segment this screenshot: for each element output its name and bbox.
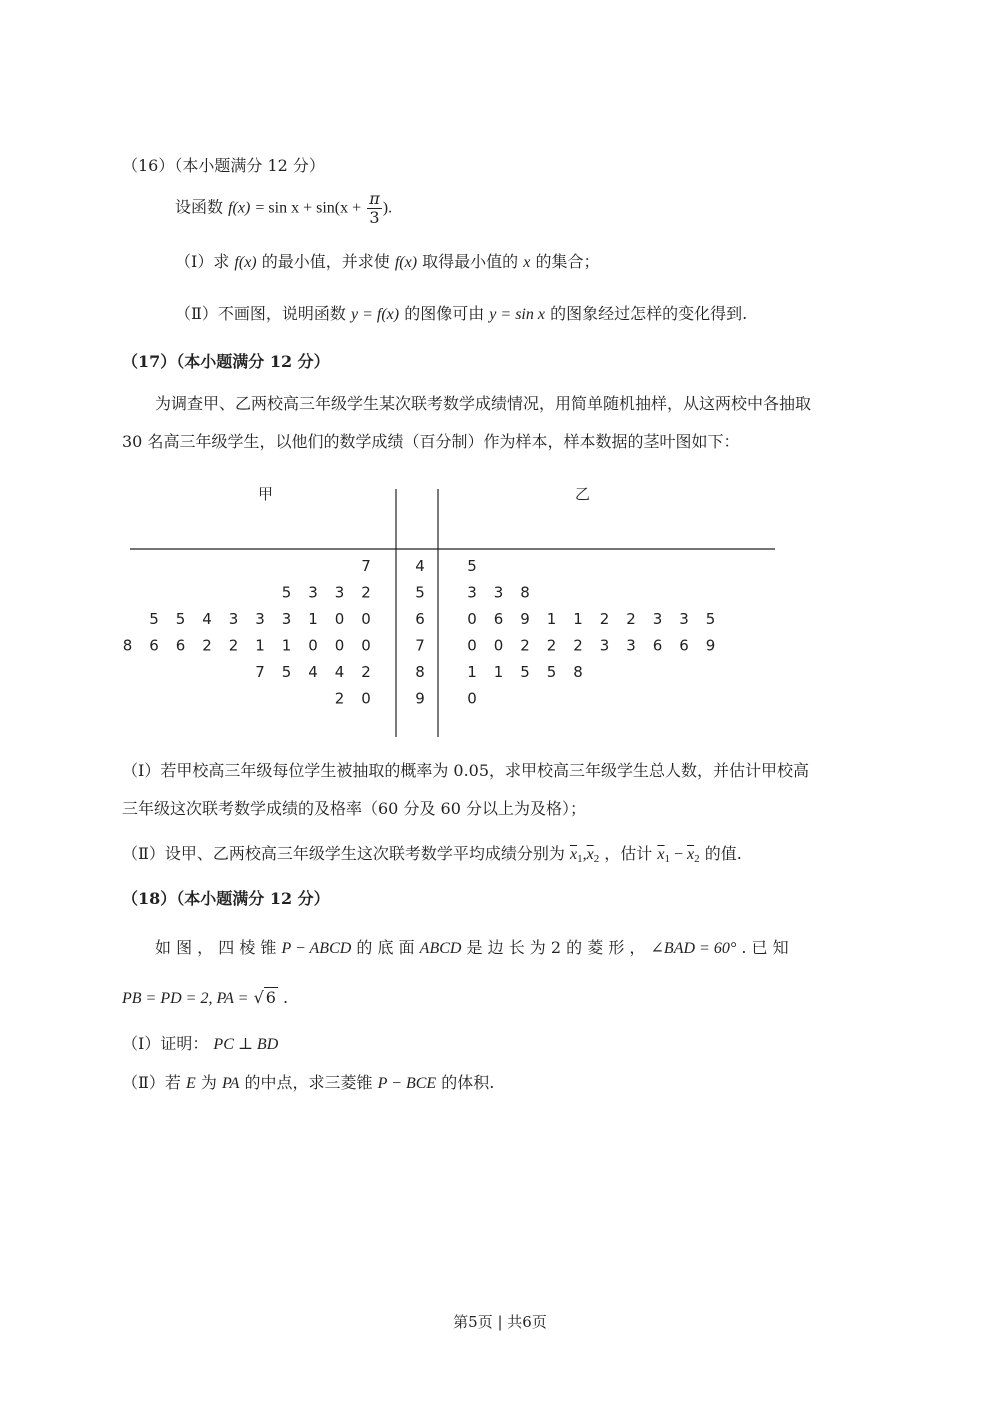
q18-p2-pyramid: P − BCE [377, 1075, 437, 1092]
leaf-left-7-7: 0 [308, 636, 318, 655]
q18-p1-math: PC ⊥ BD [213, 1036, 279, 1053]
leaf-right-8-3: 5 [546, 663, 557, 681]
leaf-right-6-4: 1 [573, 610, 583, 628]
q16-p2-text-a: （Ⅱ）不画图，说明函数 [175, 304, 346, 323]
q18-l1-text-b: 的 底 面 [356, 938, 415, 957]
leaf-right-8-0: 1 [467, 663, 477, 681]
q16-pi-over-3 [367, 190, 382, 226]
leaf-right-6-7: 3 [652, 610, 663, 628]
q17-part1-line2: 三年级这次联考数学成绩的及格率（60 分及 60 分以上为及格）； [122, 799, 586, 818]
q18-l1-text-a: 如 图 ， 四 棱 锥 [155, 938, 277, 957]
leaf-left-7-1: 6 [149, 636, 159, 655]
q18-l1-pyramid: P − ABCD [281, 940, 352, 957]
leaf-right-8-2: 5 [520, 663, 530, 681]
leaf-left-6-3: 3 [228, 610, 239, 628]
leaf-right-5-0: 3 [467, 583, 477, 602]
q16-three: 3 [369, 207, 380, 227]
q16-p1-text-d: 的集合； [535, 252, 600, 271]
leaf-right-6-6: 2 [626, 610, 636, 628]
leaf-left-7-0: 8 [122, 636, 133, 655]
leaf-right-6-2: 9 [520, 610, 530, 628]
leaf-right-7-8: 6 [679, 636, 689, 655]
leaf-right-6-5: 2 [599, 610, 610, 628]
leaf-left-9-0: 2 [334, 689, 345, 708]
q16-func-rhs: = sin x + sin(x + [255, 199, 362, 217]
leaf-right-5-1: 3 [493, 583, 504, 602]
q18-p2-text-c: 的中点，求三菱锥 [244, 1073, 373, 1092]
q16-p2-y2: y = sin x [489, 306, 545, 323]
q18-p2-text-a: （Ⅱ）若 [122, 1073, 181, 1092]
q18-header: （18）（本小题满分 12 分） [122, 889, 330, 908]
q18-p2-text-b: 为 [200, 1073, 217, 1092]
leaf-right-7-4: 2 [573, 636, 583, 655]
q16-pi: π [369, 189, 380, 208]
q18-line1 [155, 940, 789, 957]
stem-5: 5 [415, 583, 425, 602]
q18-part1 [122, 1036, 278, 1053]
stem-9: 9 [415, 689, 425, 708]
q17-intro-1: 为调查甲、乙两校高三年级学生某次联考数学成绩情况，用简单随机抽样，从这两校中各抽取 [155, 394, 812, 413]
leaf-left-5-2: 3 [334, 583, 345, 602]
q16-part1 [175, 254, 599, 271]
leaf-left-6-2: 4 [202, 610, 212, 628]
stem-7: 7 [415, 636, 425, 655]
leaf-left-4-0: 7 [361, 557, 371, 575]
leaf-right-6-8: 3 [679, 610, 689, 628]
q18-l1-angle: ∠BAD = 60° [650, 940, 737, 957]
leaf-right-7-0: 0 [467, 636, 477, 655]
leaf-left-5-3: 2 [361, 583, 371, 602]
leaf-left-7-6: 1 [281, 636, 292, 655]
leaf-left-5-0: 5 [281, 583, 292, 602]
q18-p2-text-d: 的体积. [441, 1073, 495, 1092]
q16-stem-text: 设函数 [175, 197, 224, 217]
stem-4: 4 [415, 557, 425, 575]
q16-p2-y1: y = f(x) [350, 306, 400, 323]
q16-p1-text-c: 取得最小值的 [422, 252, 519, 271]
plot-label-yi: 乙 [575, 485, 591, 503]
leaf-left-6-8: 0 [361, 610, 371, 628]
q16-p2-text-b: 的图像可由 [404, 304, 485, 323]
q18-p1-text: （Ⅰ）证明： [122, 1034, 209, 1053]
leaf-right-5-2: 8 [520, 583, 530, 602]
leaf-left-7-2: 6 [175, 636, 186, 655]
leaf-right-7-2: 2 [520, 636, 530, 655]
q16-func-end: ). [382, 199, 393, 217]
q18-line2: PB = PD = 2, PA = √ 6 . [122, 988, 289, 1007]
q18-l2-end: . [283, 988, 289, 1007]
q17-p2-text-b: ，估计 [604, 844, 653, 863]
leaf-left-6-4: 3 [255, 610, 265, 628]
leaf-left-8-0: 7 [255, 663, 265, 681]
leaf-right-9-0: 0 [467, 689, 477, 708]
stem-6: 6 [415, 610, 425, 628]
q16-part2 [175, 306, 747, 323]
leaf-left-6-0: 5 [149, 610, 159, 628]
q18-l2-eq: PB = PD = 2, PA = [122, 990, 249, 1007]
q16-stem [175, 190, 392, 230]
plot-label-jia: 甲 [258, 485, 274, 503]
leaf-right-6-3: 1 [546, 610, 557, 628]
stem-8: 8 [415, 663, 425, 681]
leaf-left-7-4: 2 [228, 636, 239, 655]
q16-p1-text-a: （Ⅰ）求 [175, 252, 230, 271]
q17-p2-diff: $\overline{x}_1 - \overline{x}_2$ [657, 846, 700, 865]
leaf-right-8-4: 8 [573, 663, 583, 681]
q17-intro-2: 30 名高三年级学生，以他们的数学成绩（百分制）作为样本，样本数据的茎叶图如下： [122, 432, 740, 451]
leaf-left-6-1: 5 [175, 610, 186, 628]
q17-header: （17）（本小题满分 12 分） [122, 352, 330, 371]
leaf-left-7-3: 2 [202, 636, 212, 655]
leaf-right-7-6: 3 [626, 636, 636, 655]
q18-l1-text-d: . 已 知 [741, 938, 789, 957]
q16-func-lhs: f(x) [228, 199, 251, 217]
q18-l1-text-c: 是 边 长 为 2 的 菱 形 ， [466, 938, 646, 957]
leaf-right-7-7: 6 [652, 636, 663, 655]
q16-p1-text-b: 的最小值，并求使 [261, 252, 390, 271]
q16-p1-x: x [523, 254, 531, 271]
q16-p2-text-c: 的图象经过怎样的变化得到. [550, 304, 748, 323]
leaf-left-7-5: 1 [255, 636, 265, 655]
leaf-left-7-8: 0 [334, 636, 345, 655]
q17-part1-line1: （Ⅰ）若甲校高三年级每位学生被抽取的概率为 0.05，求甲校高三年级学生总人数，并估计甲校高 [122, 761, 810, 780]
leaf-right-7-9: 9 [705, 636, 716, 655]
leaf-right-6-9: 5 [705, 610, 716, 628]
leaf-left-8-2: 4 [308, 663, 318, 681]
leaf-left-9-1: 0 [361, 689, 371, 708]
leaf-right-4-0: 5 [467, 557, 477, 575]
page-footer: 第5页 | 共6页 [453, 1313, 547, 1331]
leaf-left-8-3: 4 [334, 663, 345, 681]
q17-part2 [122, 846, 742, 865]
leaf-left-5-1: 3 [308, 583, 318, 602]
leaf-right-8-1: 1 [493, 663, 504, 681]
leaf-left-8-4: 2 [361, 663, 371, 681]
q18-part2 [122, 1075, 494, 1092]
q18-l2-sqrt6: 6 [265, 988, 276, 1007]
q17-p2-text-a: （Ⅱ）设甲、乙两校高三年级学生这次联考数学平均成绩分别为 [122, 844, 565, 863]
stem-leaf-plot [120, 475, 800, 745]
leaf-right-6-1: 6 [493, 610, 504, 628]
q18-p2-PA: PA [221, 1075, 240, 1092]
leaf-left-6-5: 3 [281, 610, 292, 628]
leaf-right-7-3: 2 [546, 636, 557, 655]
leaf-left-6-7: 0 [334, 610, 345, 628]
q16-header: （16）（本小题满分 12 分） [122, 156, 325, 175]
leaf-left-8-1: 5 [281, 663, 292, 681]
q16-p1-fx1: f(x) [234, 254, 257, 271]
leaf-left-6-6: 1 [308, 610, 318, 628]
leaf-right-6-0: 0 [467, 610, 477, 628]
leaf-right-7-1: 0 [493, 636, 504, 655]
q16-p1-fx2: f(x) [394, 254, 418, 271]
q18-p2-E: E [185, 1075, 196, 1092]
leaf-right-7-5: 3 [599, 636, 610, 655]
q18-l1-base: ABCD [419, 940, 462, 957]
q17-p2-means: $\overline{x}_1,\overline{x}_2$ [569, 846, 600, 865]
leaf-left-7-9: 0 [361, 636, 371, 655]
q17-p2-text-c: 的值. [704, 844, 742, 863]
